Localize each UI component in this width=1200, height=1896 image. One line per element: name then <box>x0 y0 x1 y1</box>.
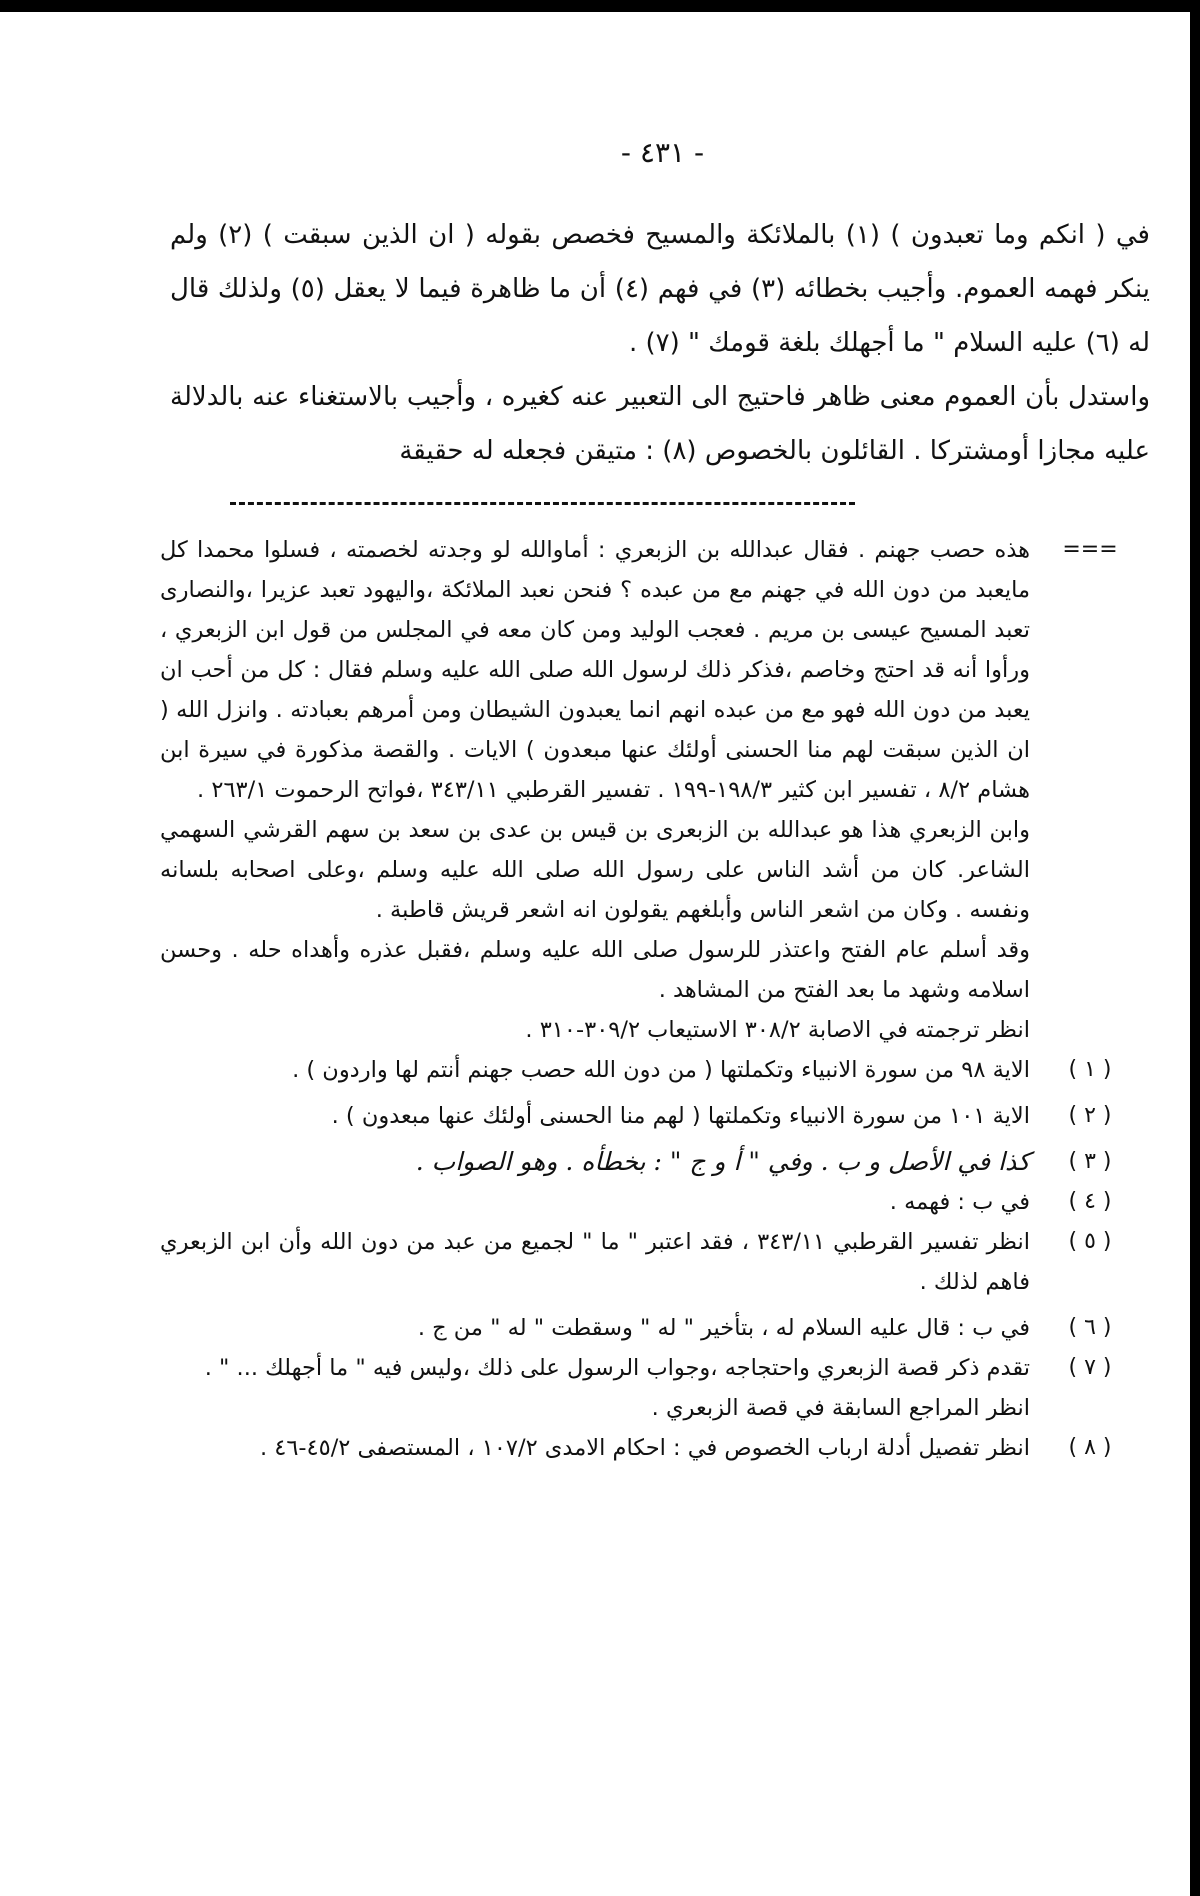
footnote-text: في ب : فهمه . <box>889 1189 1030 1215</box>
footnote-item <box>160 1388 1150 1428</box>
page-number: - ٤٣١ - <box>620 136 705 169</box>
footnote-text: انظر المراجع السابقة في قصة الزبعري . <box>651 1395 1030 1421</box>
footnote-continuation <box>160 530 1150 1050</box>
footnote-item <box>160 1308 1150 1348</box>
footnote-item <box>160 1428 1150 1468</box>
footnote-paragraph: هذه حصب جهنم . فقال عبدالله بن الزبعري : أماوالله لو وجدته لخصمته ، فسلوا محمدا كل مايعبد من دون الله في جهنم مع من عبده ؟ فنحن نعبد الملائكة ،واليهود تعبد عزيرا ،والنصارى تعبد المسيح عيسى بن مريم . فعجب الوليد ومن كان معه في المجلس من قول ابن الزبعري ، ورأوا أنه قد احتج وخاصم ،فذكر ذلك لرسول الله صلى الله عليه وسلم فقال : كل من أحب ان يعبد من دون الله فهو مع من عبده انهم انما يعبدون الشيطان ومن أمرهم بعبادته . وانزل الله ( ان الذين سبقت لهم منا الحسنى أولئك عنها مبعدون ) الايات . والقصة مذكورة في سيرة ابن هشام ٨/٢ ، تفسير ابن كثير ١٩٨/٣-١٩٩ . تفسير القرطبي ٣٤٣/١١ ،فواتح الرحموت ٢٦٣/١ . <box>160 537 1030 803</box>
main-paragraph: واستدل بأن العموم معنى ظاهر فاحتيج الى التعبير عنه كغيره ، وأجيب بالاستغناء عنه بالدلالة عليه مجازا أومشتركا . القائلون بالخصوص (٨) : متيقن فجعله له حقيقة <box>170 382 1150 466</box>
footnote-marker: ( ٣ ) <box>1068 1149 1112 1174</box>
footnote-item <box>160 1096 1150 1136</box>
footnote-separator <box>230 502 855 505</box>
footnote-item <box>160 1142 1150 1182</box>
footnote-text: في ب : قال عليه السلام له ، بتأخير " له " وسقطت " له " من ج . <box>417 1315 1030 1341</box>
footnote-text: انظر تفسير القرطبي ٣٤٣/١١ ، فقد اعتبر " ما " لجميع من عبد من دون الله وأن ابن الزبعري فاهم لذلك . <box>160 1229 1030 1295</box>
footnote-paragraph: وقد أسلم عام الفتح واعتذر للرسول صلى الله عليه وسلم ،فقبل عذره وأهداه حله . وحسن اسلامه وشهد ما بعد الفتح من المشاهد . <box>160 937 1030 1003</box>
footnote-marker: ( ١ ) <box>1068 1057 1112 1082</box>
footnote-text-handwritten: كذا في الأصل و ب . وفي " أ و ج " : بخطأه . وهو الصواب . <box>415 1147 1030 1176</box>
footnote-marker: ( ٦ ) <box>1068 1315 1112 1340</box>
footnote-text: الاية ١٠١ من سورة الانبياء وتكملتها ( لهم منا الحسنى أولئك عنها مبعدون ) . <box>331 1103 1030 1129</box>
footnote-marker: ( ٤ ) <box>1068 1189 1112 1214</box>
footnote-text: انظر تفصيل أدلة ارباب الخصوص في : احكام الامدى ١٠٧/٢ ، المستصفى ٤٥/٢-٤٦ . <box>259 1435 1030 1461</box>
footnote-item <box>160 1050 1150 1090</box>
main-text <box>170 208 1150 478</box>
footnote-paragraph: وابن الزبعري هذا هو عبدالله بن الزبعرى بن قيس بن عدى بن سعد بن سهم القرشي السهمي الشاعر. كان من أشد الناس على رسول الله صلى الله عليه وسلم ،وعلى اصحابه بلسانه ونفسه . وكان من اشعر الناس وأبلغهم يقولون انه اشعر قريش قاطبة . <box>160 817 1030 923</box>
footnote-paragraph: انظر ترجمته في الاصابة ٣٠٨/٢ الاستيعاب ٣٠٩/٢-٣١٠ . <box>525 1017 1030 1043</box>
footnote-item <box>160 1348 1150 1388</box>
footnote-marker: ( ٥ ) <box>1068 1229 1112 1254</box>
footnote-text: الاية ٩٨ من سورة الانبياء وتكملتها ( من دون الله حصب جهنم أنتم لها واردون ) . <box>292 1057 1030 1083</box>
main-paragraph: في ( انكم وما تعبدون ) (١) بالملائكة والمسيح فخصص بقوله ( ان الذين سبقت ) (٢) ولم ينكر فهمه العموم. وأجيب بخطائه (٣) في فهم (٤) أن ما ظاهرة فيما لا يعقل (٥) ولذلك قال له (٦) عليه السلام " ما أجهلك بلغة قومك " (٧) . <box>170 220 1151 358</box>
footnote-marker: ( ٧ ) <box>1068 1355 1112 1380</box>
continuation-marker: === <box>1062 537 1118 562</box>
footnote-continuation-text <box>160 530 1030 1050</box>
right-border <box>1190 0 1200 1896</box>
top-border <box>0 0 1200 12</box>
footnote-text: تقدم ذكر قصة الزبعري واحتجاجه ،وجواب الرسول على ذلك ،وليس فيه " ما أجهلك ... " . <box>204 1355 1030 1381</box>
footnote-item <box>160 1182 1150 1222</box>
footnotes <box>160 530 1150 1468</box>
footnote-marker: ( ٢ ) <box>1068 1103 1112 1128</box>
footnote-item <box>160 1222 1150 1302</box>
footnote-marker: ( ٨ ) <box>1068 1435 1112 1460</box>
